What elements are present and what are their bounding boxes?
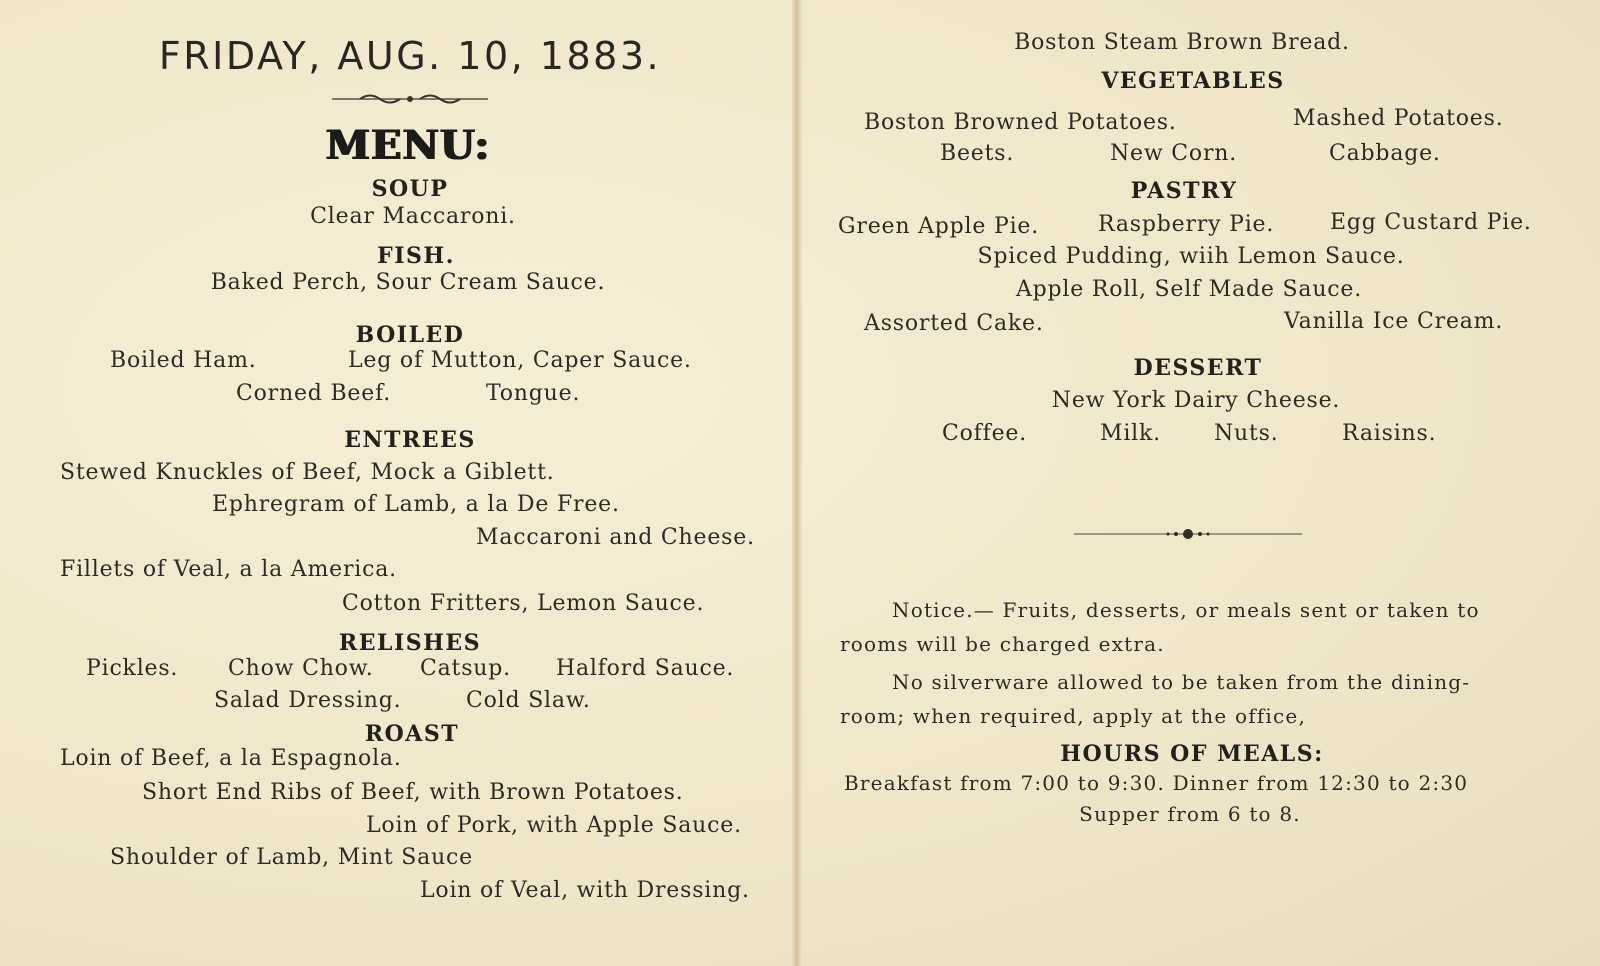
menu-item: New Corn. (1110, 141, 1238, 166)
menu-item: Tongue. (486, 381, 581, 406)
hours-text: Supper from 6 to 8. (1079, 802, 1301, 826)
dessert-heading: DESSERT (1133, 355, 1263, 381)
menu-item: Loin of Beef, a la Espagnola. (60, 746, 402, 771)
menu-item: Pickles. (86, 656, 179, 681)
menu-item: Spiced Pudding, wiih Lemon Sauce. (977, 244, 1405, 269)
menu-item: Raisins. (1342, 421, 1437, 446)
boiled-heading: BOILED (355, 322, 465, 348)
hours-text: Breakfast from 7:00 to 9:30. Dinner from 12:30 to 2:30 (844, 771, 1469, 795)
notice-text: No silverware allowed to be taken from the dining- (892, 670, 1471, 694)
hours-heading: HOURS OF MEALS: (1060, 741, 1324, 767)
menu-item: Mashed Potatoes. (1293, 106, 1504, 131)
menu-item: Egg Custard Pie. (1330, 210, 1532, 235)
left-page (0, 0, 795, 966)
menu-item: Cold Slaw. (466, 688, 591, 713)
menu-item: Apple Roll, Self Made Sauce. (1015, 277, 1363, 302)
menu-item: Corned Beef. (236, 381, 392, 406)
menu-item: Leg of Mutton, Caper Sauce. (348, 348, 692, 373)
menu-item: Loin of Veal, with Dressing. (420, 878, 750, 903)
soup-heading: SOUP (371, 176, 449, 202)
roast-heading: ROAST (364, 721, 460, 747)
vegetables-heading: VEGETABLES (1101, 68, 1285, 94)
date-title: FRIDAY, AUG. 10, 1883. (158, 34, 662, 78)
entrees-heading: ENTREES (344, 427, 476, 453)
menu-item: New York Dairy Cheese. (1051, 388, 1341, 413)
notice-text: room; when required, apply at the office, (840, 704, 1307, 728)
menu-item: Boiled Ham. (110, 348, 257, 373)
menu-item: Nuts. (1214, 421, 1279, 446)
menu-item: Stewed Knuckles of Beef, Mock a Giblett. (60, 460, 555, 485)
fish-heading: FISH. (377, 243, 455, 269)
menu-item: Coffee. (942, 421, 1027, 446)
menu-item: Loin of Pork, with Apple Sauce. (366, 813, 742, 838)
menu-item: Cabbage. (1329, 141, 1441, 166)
menu-item: Boston Steam Brown Bread. (1014, 30, 1350, 55)
pastry-heading: PASTRY (1130, 178, 1238, 204)
menu-item: Ephregram of Lamb, a la De Free. (212, 492, 620, 517)
menu-item: Catsup. (420, 656, 511, 681)
menu-item: Cotton Fritters, Lemon Sauce. (342, 591, 705, 616)
menu-item: Chow Chow. (228, 656, 374, 681)
menu-heading: MENU: (325, 122, 491, 169)
menu-item: Assorted Cake. (864, 311, 1044, 336)
menu-item: Short End Ribs of Beef, with Brown Potatoes. (142, 780, 684, 805)
menu-item: Baked Perch, Sour Cream Sauce. (210, 270, 606, 295)
menu-item: Milk. (1100, 421, 1161, 446)
right-page (800, 0, 1600, 966)
divider-ornament (1072, 524, 1304, 544)
menu-item: Salad Dressing. (214, 688, 402, 713)
menu-item: Boston Browned Potatoes. (864, 110, 1177, 135)
relishes-heading: RELISHES (338, 630, 482, 656)
menu-item: Halford Sauce. (556, 656, 735, 681)
menu-item: Shoulder of Lamb, Mint Sauce (110, 845, 474, 870)
menu-item: Maccaroni and Cheese. (476, 525, 755, 550)
menu-item: Fillets of Veal, a la America. (60, 557, 397, 582)
menu-item: Vanilla Ice Cream. (1284, 309, 1504, 334)
menu-item: Raspberry Pie. (1098, 212, 1275, 237)
flourish-ornament (330, 90, 490, 108)
menu-item: Green Apple Pie. (838, 214, 1040, 239)
notice-text: Notice.— Fruits, desserts, or meals sent or taken to (892, 598, 1480, 622)
menu-item: Beets. (940, 141, 1015, 166)
menu-item: Clear Maccaroni. (310, 204, 516, 229)
notice-text: rooms will be charged extra. (840, 632, 1165, 656)
